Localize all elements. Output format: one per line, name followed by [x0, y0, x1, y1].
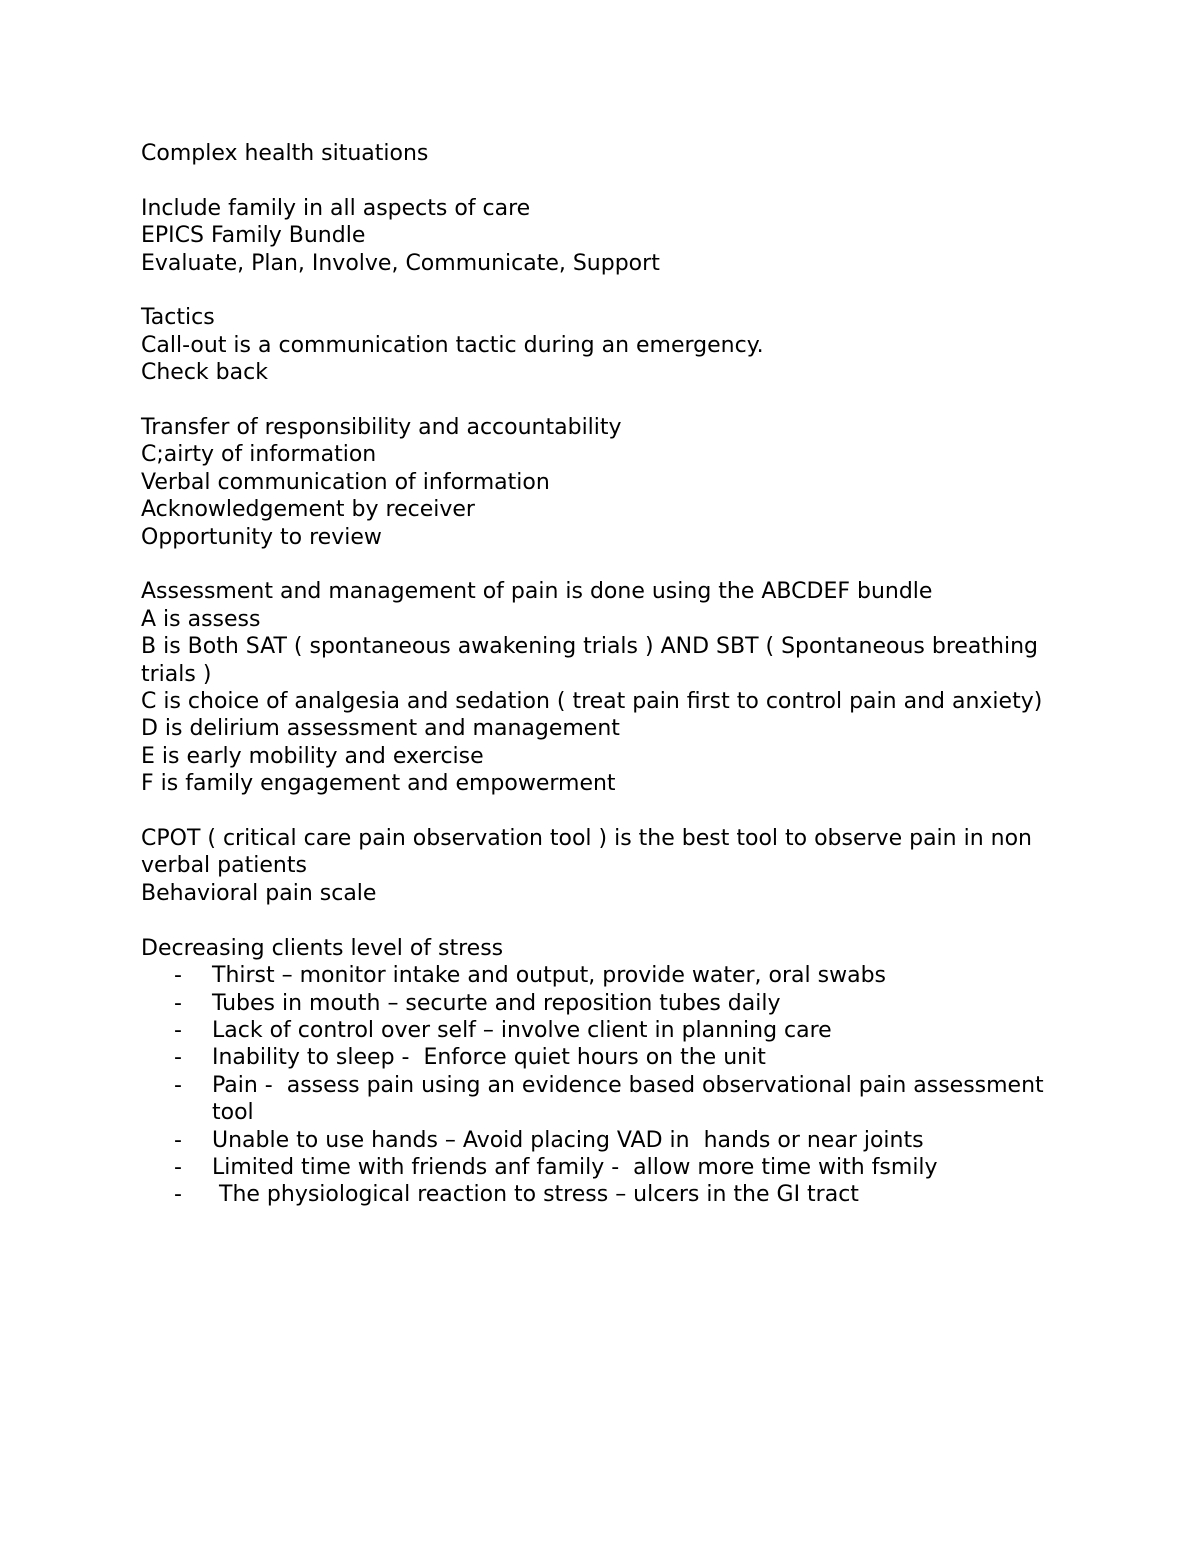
tactics-line: Check back	[141, 360, 268, 386]
family-line: Evaluate, Plan, Involve, Communicate, Support	[141, 250, 660, 276]
cpot-line: Behavioral pain scale	[141, 880, 377, 906]
spacer	[141, 387, 1071, 414]
list-item-text: Limited time with friends anf family - allow more time with fsmily	[212, 1154, 938, 1180]
spacer	[141, 798, 1071, 825]
abcdef-heading: Assessment and management of pain is done using the ABCDEF bundle	[141, 579, 933, 605]
dash-bullet: -	[174, 1182, 182, 1208]
document-title: Complex health situations	[141, 141, 429, 166]
stress-list	[141, 962, 1071, 1209]
abcdef-line: A is assess	[141, 606, 261, 632]
list-item-text: Lack of control over self – involve client in planning care	[212, 1017, 832, 1043]
spacer	[141, 167, 1071, 194]
abcdef-line: D is delirium assessment and management	[141, 716, 620, 742]
list-item	[141, 990, 1071, 1017]
list-item-text: Pain - assess pain using an evidence based observational pain assessment tool	[212, 1072, 1051, 1126]
handoff-line: C;airty of information	[141, 442, 377, 468]
list-item-text: Thirst – monitor intake and output, provide water, oral swabs	[212, 963, 886, 989]
dash-bullet: -	[174, 1045, 182, 1071]
spacer	[141, 551, 1071, 578]
family-line: Include family in all aspects of care	[141, 195, 531, 221]
list-item-text: The physiological reaction to stress – ulcers in the GI tract	[212, 1182, 859, 1208]
handoff-line: Transfer of responsibility and accountability	[141, 415, 622, 441]
dash-bullet: -	[174, 1154, 182, 1180]
spacer	[141, 907, 1071, 934]
tactics-heading: Tactics	[141, 305, 215, 331]
handoff-line: Opportunity to review	[141, 524, 382, 550]
list-item	[141, 1017, 1071, 1044]
list-item	[141, 1181, 1071, 1208]
dash-bullet: -	[174, 1127, 182, 1153]
dash-bullet: -	[174, 963, 182, 989]
spacer	[141, 277, 1071, 304]
family-line: EPICS Family Bundle	[141, 223, 366, 249]
stress-heading: Decreasing clients level of stress	[141, 935, 504, 961]
handoff-line: Acknowledgement by receiver	[141, 497, 475, 523]
dash-bullet: -	[174, 1017, 182, 1043]
abcdef-line: F is family engagement and empowerment	[141, 771, 616, 797]
list-item	[141, 1154, 1071, 1181]
cpot-line: CPOT ( critical care pain observation tool ) is the best tool to observe pain in non verbal patients	[141, 826, 1039, 879]
list-item-text: Inability to sleep - Enforce quiet hours on the unit	[212, 1045, 766, 1071]
abcdef-line: B is Both SAT ( spontaneous awakening trials ) AND SBT ( Spontaneous breathing trials )	[141, 634, 1045, 687]
document-body	[141, 140, 1071, 1209]
abcdef-line: C is choice of analgesia and sedation ( treat pain first to control pain and anxiety)	[141, 689, 1043, 715]
list-item	[141, 1072, 1071, 1127]
abcdef-line: E is early mobility and exercise	[141, 743, 484, 769]
dash-bullet: -	[174, 990, 182, 1016]
list-item-text: Tubes in mouth – securte and reposition tubes daily	[212, 990, 781, 1016]
list-item	[141, 1044, 1071, 1071]
list-item	[141, 962, 1071, 989]
dash-bullet: -	[174, 1072, 182, 1098]
tactics-line: Call-out is a communication tactic during an emergency.	[141, 332, 764, 358]
handoff-line: Verbal communication of information	[141, 469, 550, 495]
list-item-text: Unable to use hands – Avoid placing VAD in hands or near joints	[212, 1127, 924, 1153]
list-item	[141, 1127, 1071, 1154]
